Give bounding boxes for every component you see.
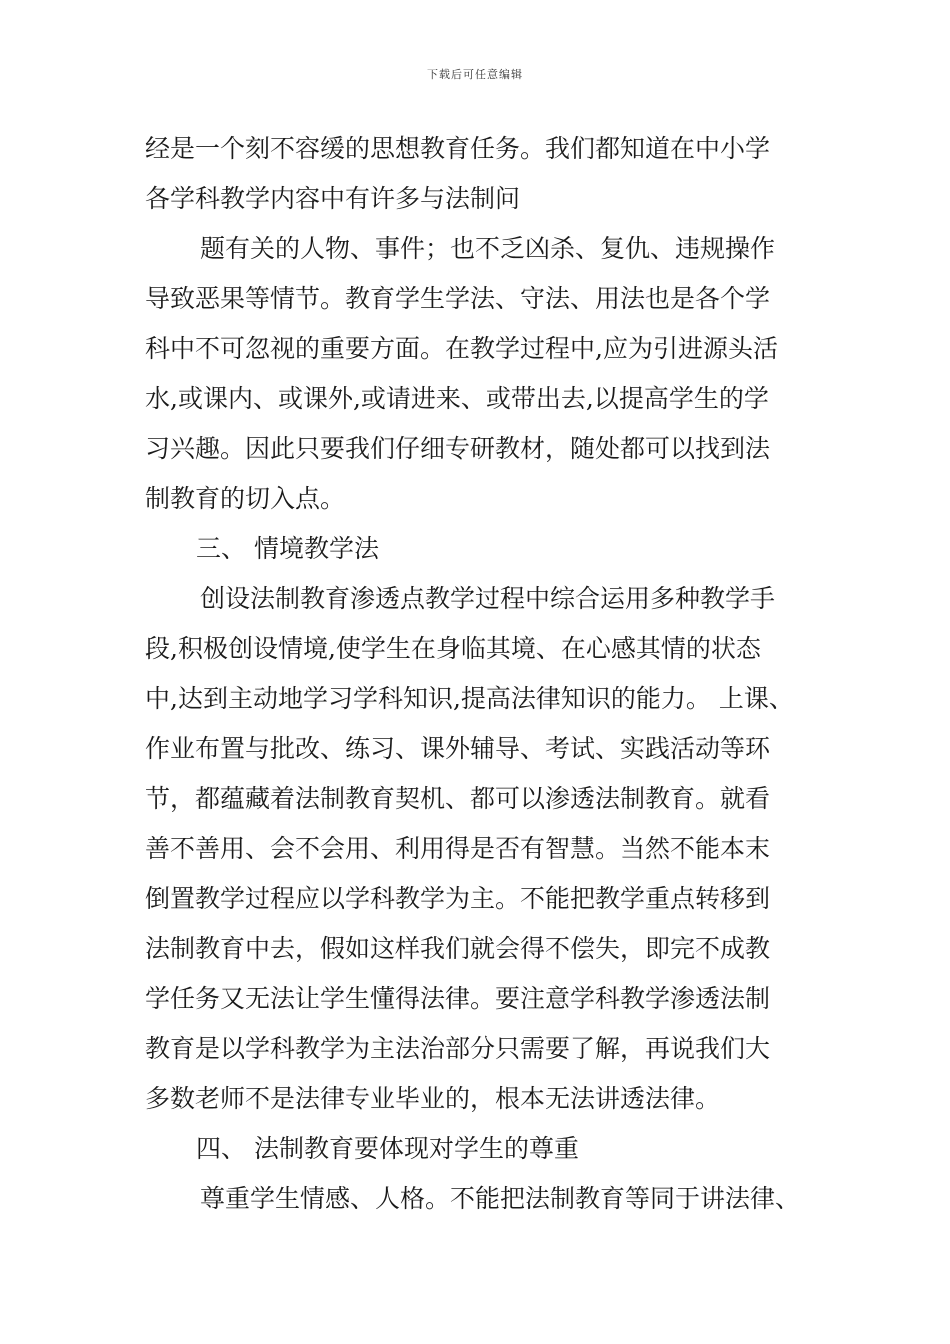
- body-line: 尊重学生情感、人格。不能把法制教育等同于讲法律、: [200, 1184, 801, 1213]
- section-heading: 三、 情境教学法: [196, 534, 379, 563]
- body-line: 善不善用、会不会用、利用得是否有智慧。当然不能本末: [145, 834, 771, 863]
- body-line: 教育是以学科教学为主法治部分只需要了解，再说我们大: [145, 1034, 771, 1063]
- body-line: 多数老师不是法律专业毕业的，根本无法讲透法律。: [145, 1084, 721, 1113]
- body-line: 各学科教学内容中有许多与法制问: [145, 184, 521, 213]
- body-line: 导致恶果等情节。教育学生学法、守法、用法也是各个学: [145, 284, 771, 313]
- body-line: 习兴趣。因此只要我们仔细专研教材，随处都可以找到法: [145, 434, 771, 463]
- body-line: 经是一个刻不容缓的思想教育任务。我们都知道在中小学: [145, 134, 771, 163]
- body-line: 倒置教学过程应以学科教学为主。不能把教学重点转移到: [145, 884, 771, 913]
- body-line: 创设法制教育渗透点教学过程中综合运用多种教学手: [200, 584, 776, 613]
- page-header: 下载后可任意编辑: [427, 68, 523, 81]
- body-line: 节，都蕴藏着法制教育契机、都可以渗透法制教育。就看: [145, 784, 771, 813]
- body-line: 水,或课内、或课外,或请进来、或带出去,以提高学生的学: [145, 384, 769, 413]
- body-line: 作业布置与批改、练习、课外辅导、考试、实践活动等环: [145, 734, 771, 763]
- section-heading: 四、 法制教育要体现对学生的尊重: [196, 1134, 579, 1163]
- body-line: 法制教育中去，假如这样我们就会得不偿失，即完不成教: [145, 934, 771, 963]
- body-line: 学任务又无法让学生懂得法律。要注意学科教学渗透法制: [145, 984, 771, 1013]
- body-line: 中,达到主动地学习学科知识,提高法律知识的能力。 上课、: [145, 684, 794, 713]
- body-line: 制教育的切入点。: [145, 484, 346, 513]
- body-line: 题有关的人物、事件；也不乏凶杀、复仇、违规操作: [200, 234, 776, 263]
- body-line: 科中不可忽视的重要方面。在教学过程中,应为引进源头活: [145, 334, 778, 363]
- body-line: 段,积极创设情境,使学生在身临其境、在心感其情的状态: [145, 634, 761, 663]
